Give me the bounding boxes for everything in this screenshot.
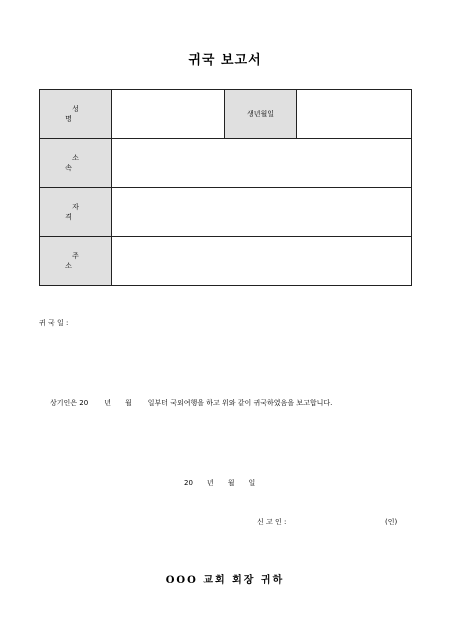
statement-part1: 상기인은 20 — [50, 399, 89, 407]
birth-value-cell[interactable] — [297, 90, 412, 139]
statement-year: 년 — [104, 399, 111, 407]
closing-addressee: OOO 교회 회장 귀하 — [165, 575, 285, 586]
address-value-cell[interactable] — [112, 237, 412, 286]
statement-part2: 일부터 국외여행을 하고 위와 같이 귀국하였음을 보고합니다. — [147, 399, 333, 407]
qualification-value-cell[interactable] — [112, 188, 412, 237]
date-day: 일 — [248, 479, 256, 487]
name-label: 성 명 — [65, 105, 93, 123]
reporter-seal: (인) — [385, 518, 398, 526]
birth-label: 생년월일 — [246, 110, 275, 118]
qualification-label: 자 격 — [65, 203, 93, 221]
address-row — [40, 237, 412, 286]
affiliation-label: 소 속 — [65, 154, 93, 172]
return-date-label: 귀 국 일 : — [39, 319, 69, 327]
qualification-label-cell — [40, 188, 112, 237]
address-label-cell — [40, 237, 112, 286]
birth-label-cell — [225, 90, 297, 139]
date-line — [184, 478, 255, 488]
statement-month: 월 — [124, 399, 132, 407]
document-title: 귀국 보고서 — [188, 53, 262, 68]
date-prefix: 20 — [184, 479, 193, 487]
reporter-label: 신 고 인 : — [257, 518, 287, 526]
name-row — [40, 90, 412, 139]
affiliation-label-cell — [40, 139, 112, 188]
date-year: 년 — [206, 479, 214, 487]
date-month: 월 — [227, 479, 235, 487]
affiliation-row — [40, 139, 412, 188]
name-label-cell — [40, 90, 112, 139]
name-value-cell[interactable] — [112, 90, 225, 139]
report-form-table — [39, 89, 412, 286]
qualification-row — [40, 188, 412, 237]
statement-line — [50, 398, 332, 408]
address-label: 주 소 — [65, 252, 93, 270]
affiliation-value-cell[interactable] — [112, 139, 412, 188]
